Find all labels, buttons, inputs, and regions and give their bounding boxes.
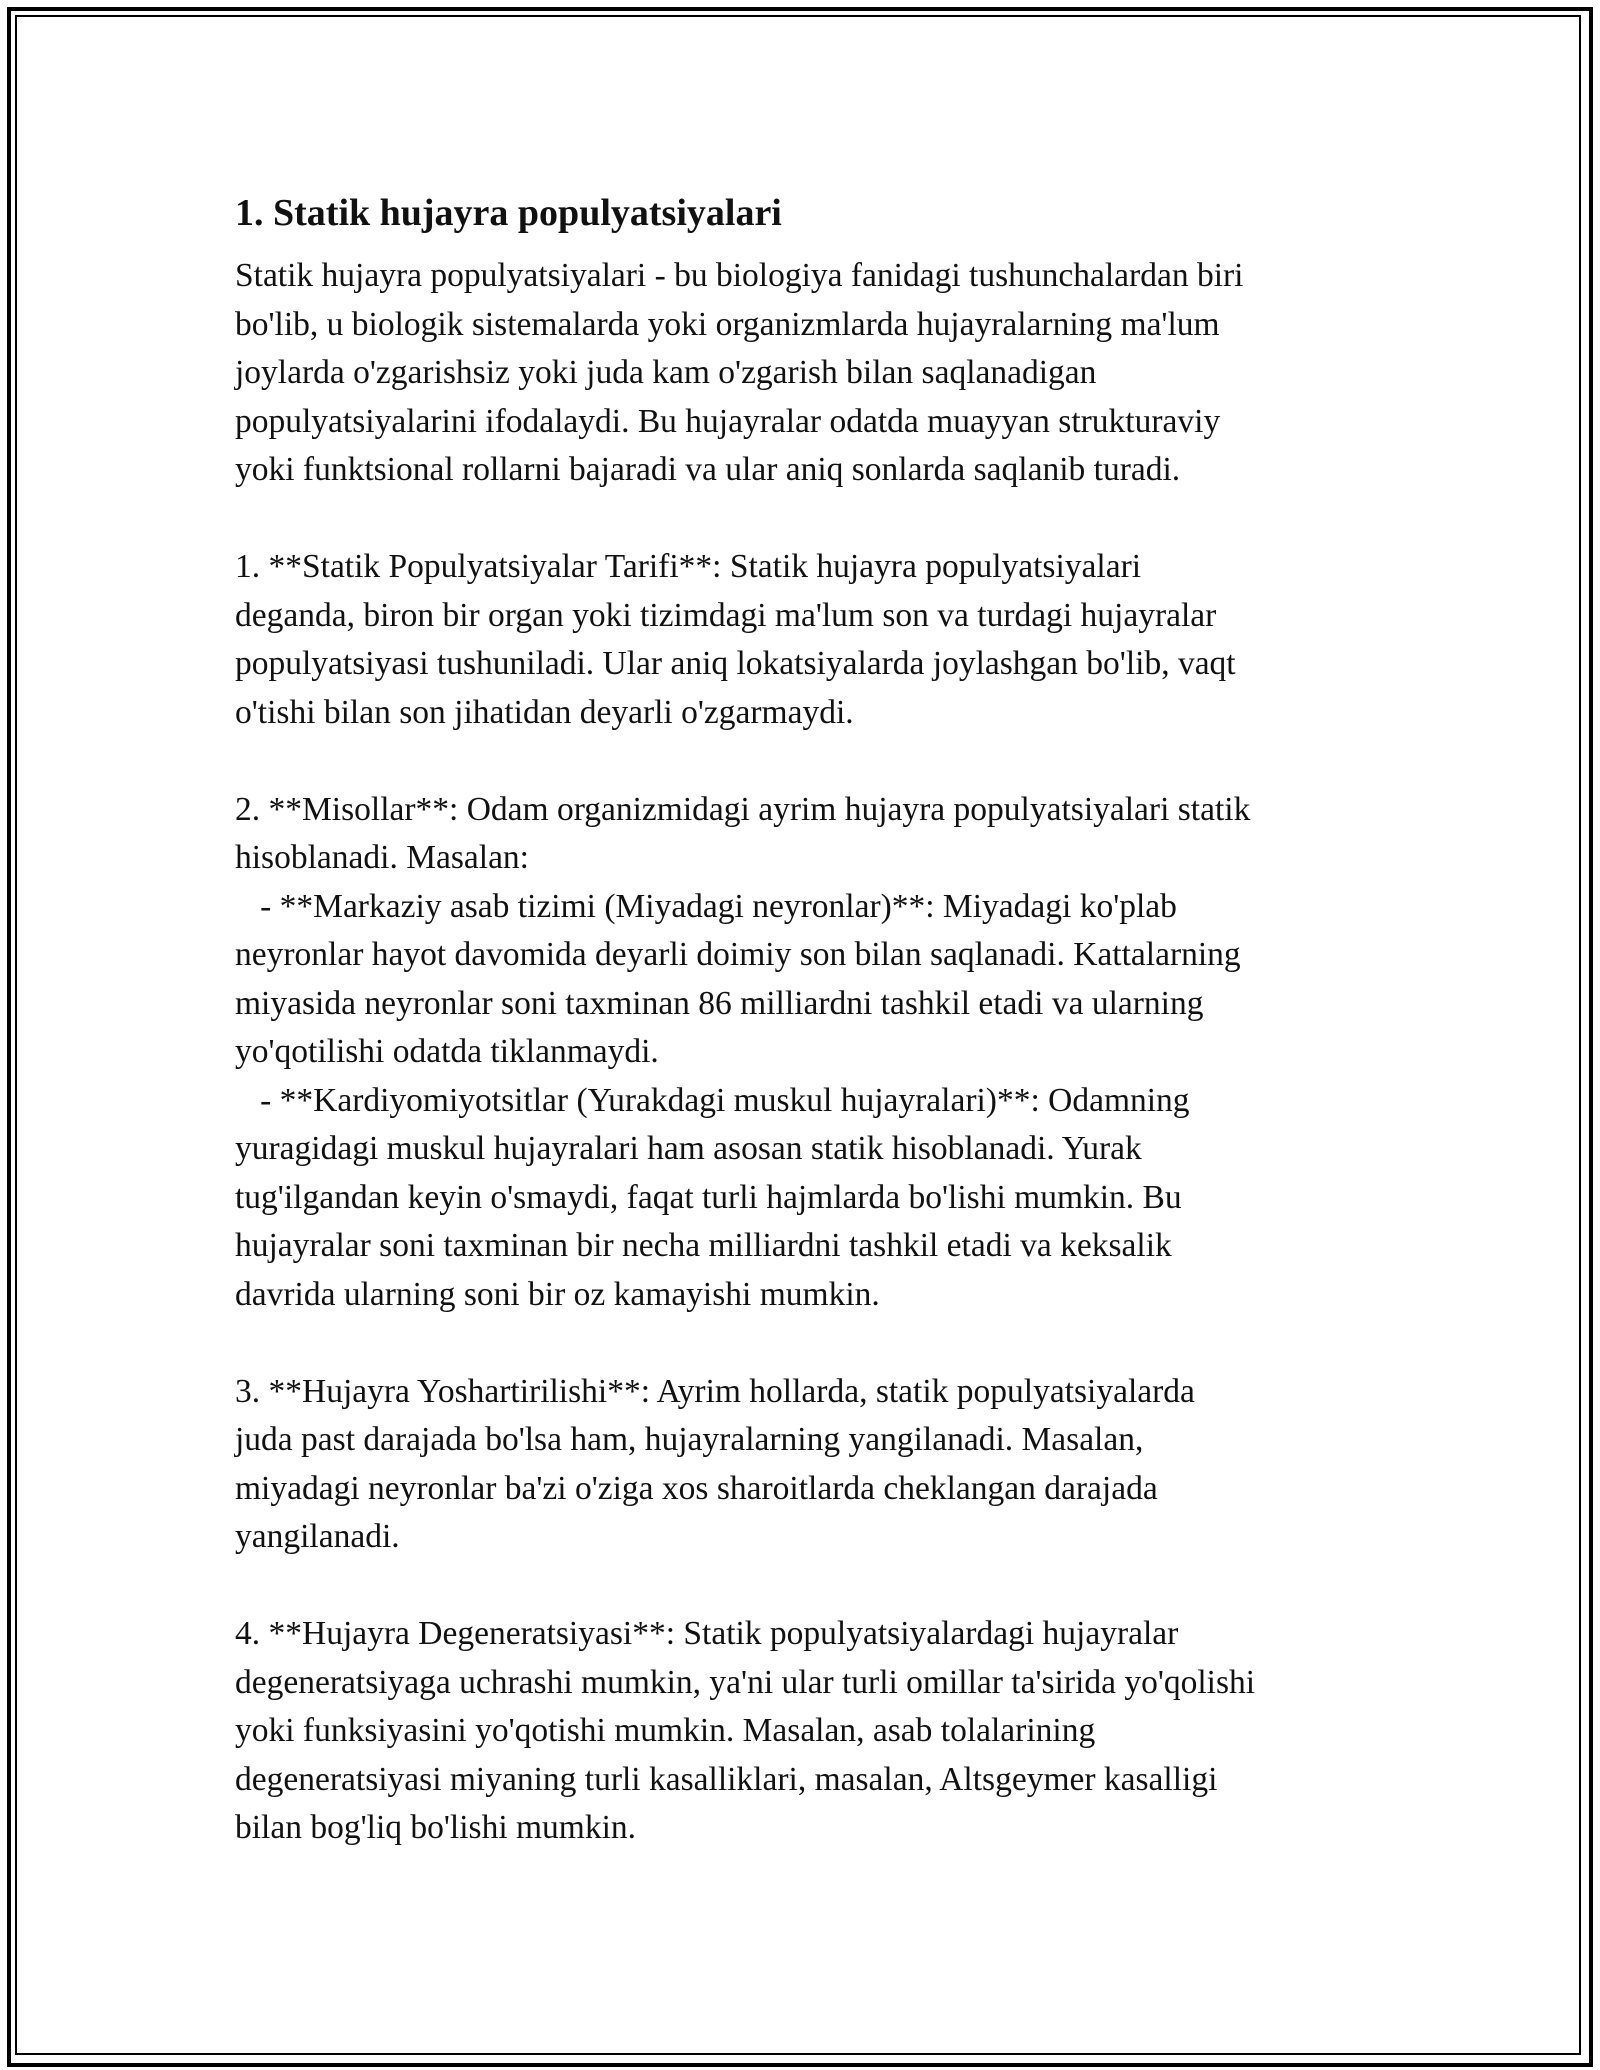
text-line: - **Kardiyomiyotsitlar (Yurakdagi muskul hujayralari)**: Odamning [235, 1081, 1190, 1119]
text-line: davrida ularning soni bir oz kamayishi mumkin. [235, 1275, 880, 1313]
text-line: - **Markaziy asab tizimi (Miyadagi neyronlar)**: Miyadagi ko'plab [235, 887, 1177, 925]
definition-paragraph [235, 543, 1365, 737]
text-line: joylarda o'zgarishsiz yoki juda kam o'zgarish bilan saqlanadigan [235, 354, 1097, 391]
text-line: populyatsiyasi tushuniladi. Ular aniq lokatsiyalarda joylashgan bo'lib, vaqt [235, 645, 1236, 682]
text-line: neyronlar hayot davomida deyarli doimiy son bilan saqlanadi. Kattalarning [235, 936, 1241, 973]
text-line: hisoblanadi. Masalan: [235, 839, 529, 876]
text-line: tug'ilgandan keyin o'smaydi, faqat turli hajmlarda bo'lishi mumkin. Bu [235, 1178, 1182, 1216]
document-body [235, 188, 1365, 1901]
text-line: 1. **Statik Populyatsiyalar Tarifi**: Statik hujayra populyatsiyalari [235, 548, 1142, 585]
document-title: 1. Statik hujayra populyatsiyalari [235, 192, 782, 234]
text-line: degeneratsiyaga uchrashi mumkin, ya'ni ular turli omillar ta'sirida yo'qolishi [235, 1663, 1256, 1701]
text-line: bo'lib, u biologik sistemalarda yoki organizmlarda hujayralarning ma'lum [235, 305, 1220, 343]
rejuvenation-paragraph [235, 1368, 1365, 1562]
text-line: Statik hujayra populyatsiyalari - bu biologiya fanidagi tushunchalardan biri [235, 257, 1244, 294]
text-line: o'tishi bilan son jihatidan deyarli o'zgarmaydi. [235, 693, 854, 731]
text-line: degeneratsiyasi miyaning turli kasalliklari, masalan, Altsgeymer kasalligi [235, 1760, 1218, 1798]
text-line: yo'qotilishi odatda tiklanmaydi. [235, 1033, 659, 1070]
text-line: 4. **Hujayra Degeneratsiyasi**: Statik populyatsiyalardagi hujayralar [235, 1615, 1179, 1652]
text-line: yoki funksiyasini yo'qotishi mumkin. Masalan, asab tolalarining [235, 1712, 1096, 1749]
text-line: populyatsiyalarini ifodalaydi. Bu hujayralar odatda muayyan strukturaviy [235, 402, 1221, 440]
text-line: 2. **Misollar**: Odam organizmidagi ayrim hujayra populyatsiyalari statik [235, 790, 1251, 828]
text-line: yangilanadi. [235, 1518, 400, 1555]
intro-paragraph [235, 252, 1365, 495]
text-line: yuragidagi muskul hujayralari ham asosan statik hisoblanadi. Yurak [235, 1130, 1142, 1167]
examples-paragraph [235, 786, 1365, 1320]
text-line: miyasida neyronlar soni taxminan 86 milliardni tashkil etadi va ularning [235, 984, 1204, 1022]
text-line: yoki funktsional rollarni bajaradi va ular aniq sonlarda saqlanib turadi. [235, 451, 1181, 488]
text-line: deganda, biron bir organ yoki tizimdagi ma'lum son va turdagi hujayralar [235, 596, 1217, 634]
text-line: miyadagi neyronlar ba'zi o'ziga xos sharoitlarda cheklangan darajada [235, 1469, 1158, 1507]
text-line: bilan bog'liq bo'lishi mumkin. [235, 1809, 637, 1846]
text-line: juda past darajada bo'lsa ham, hujayralarning yangilanadi. Masalan, [235, 1421, 1144, 1458]
text-line: hujayralar soni taxminan bir necha milliardni tashkil etadi va keksalik [235, 1227, 1172, 1264]
text-line: 3. **Hujayra Yoshartirilishi**: Ayrim hollarda, statik populyatsiyalarda [235, 1372, 1195, 1410]
degeneration-paragraph [235, 1610, 1365, 1853]
